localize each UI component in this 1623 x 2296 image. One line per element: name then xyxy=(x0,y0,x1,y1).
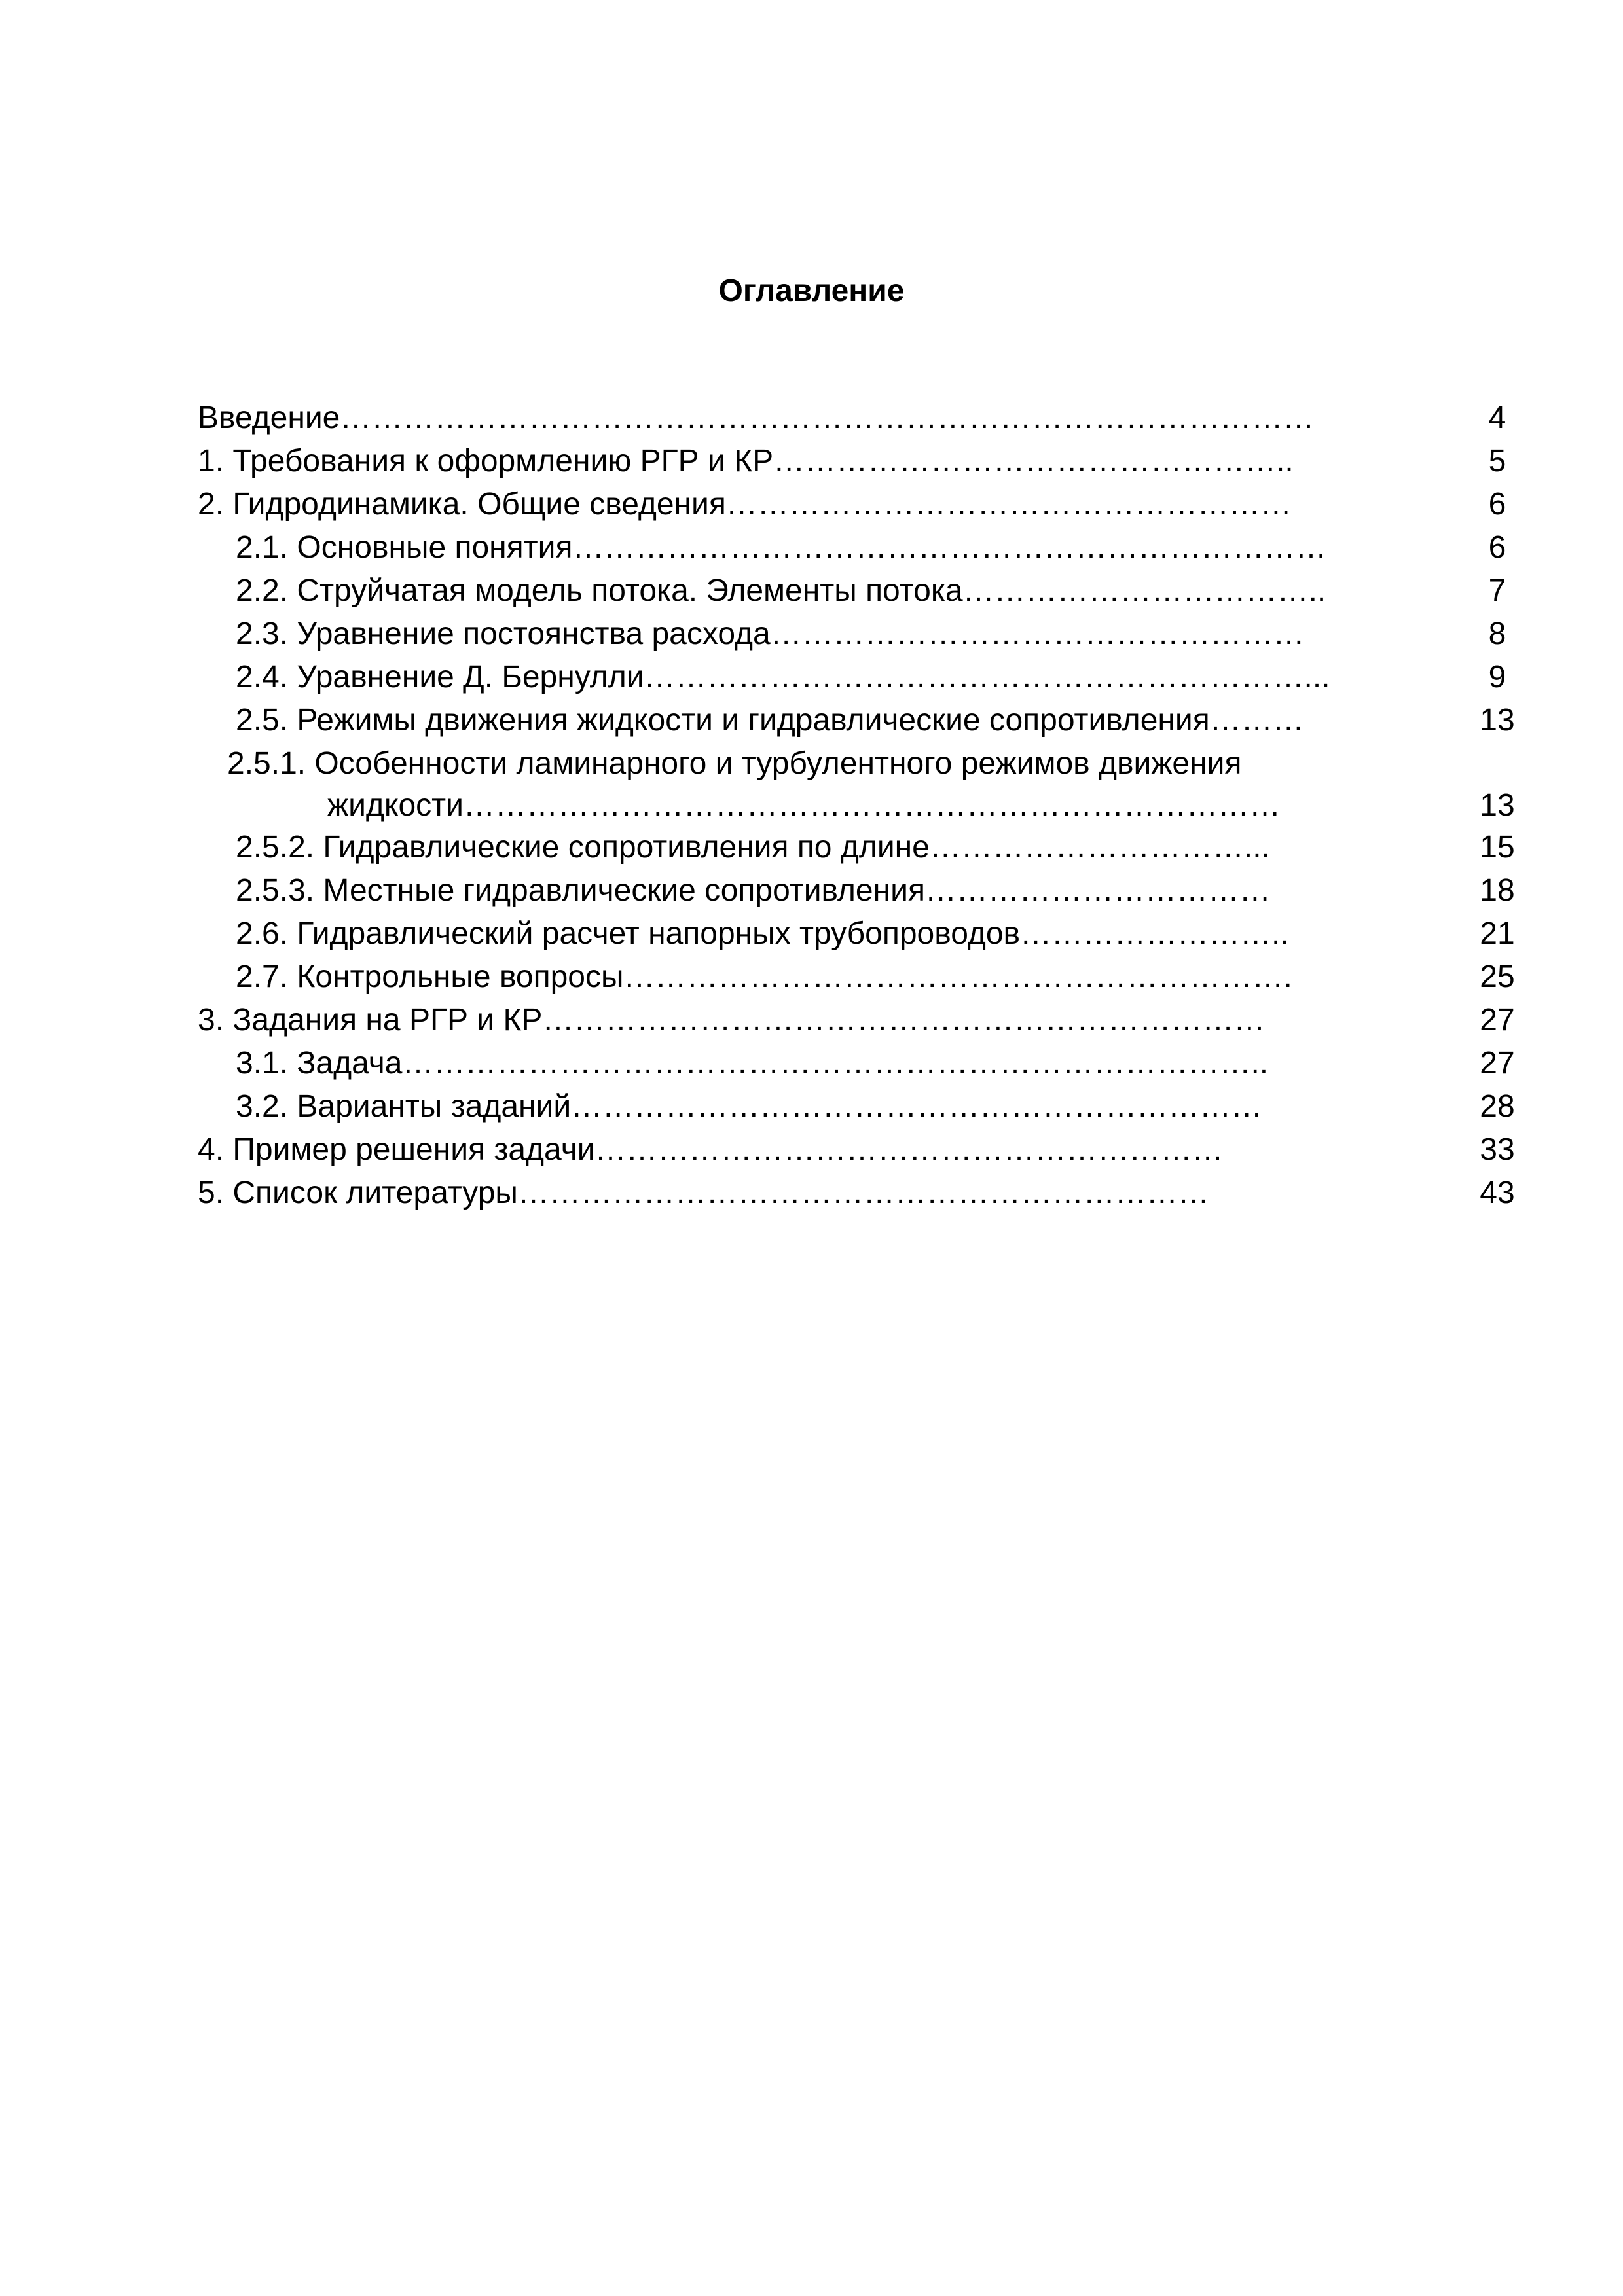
toc-page-number: 15 xyxy=(1480,830,1515,865)
toc-entry-2-2[interactable] xyxy=(198,569,1537,613)
toc-page-number: 43 xyxy=(1480,1175,1515,1210)
toc-page-number: 5 xyxy=(1488,444,1506,478)
toc-page-number: 21 xyxy=(1480,916,1515,951)
toc-page-number: 7 xyxy=(1488,573,1506,608)
toc-entry-text: 2.5.1. Особенности ламинарного и турбулентного режимов движения xyxy=(227,746,1242,781)
toc-entry-3[interactable] xyxy=(198,999,1537,1042)
toc-entry-text: 2.5. Режимы движения жидкости и гидравлические сопротивления……… xyxy=(236,703,1304,738)
toc-entry-4[interactable] xyxy=(198,1128,1537,1172)
toc-entry-text: 5. Список литературы………………………………………………………… xyxy=(198,1175,1209,1210)
toc-entry-text: 3.2. Варианты заданий………………………………………………………… xyxy=(236,1089,1263,1124)
toc-entry-text: 2.1. Основные понятия……………………………………………………………… xyxy=(236,530,1327,565)
toc-entry-text: 2.3. Уравнение постоянства расхода…………………………………………… xyxy=(236,617,1305,651)
toc-entry-introduction[interactable] xyxy=(198,397,1537,440)
toc-page-number: 27 xyxy=(1480,1046,1515,1081)
toc-entry-2-6[interactable] xyxy=(198,912,1537,956)
toc-page-number: 9 xyxy=(1488,660,1506,694)
toc-entry-3-1[interactable] xyxy=(198,1042,1537,1085)
toc-page-number: 6 xyxy=(1488,530,1506,565)
toc-entry-text: 3.1. Задача……………………………………………………………………….. xyxy=(236,1046,1269,1081)
toc-entry-2-3[interactable] xyxy=(198,613,1537,656)
toc-entry-text: 2.6. Гидравлический расчет напорных трубопроводов…………………….. xyxy=(236,916,1289,951)
table-of-contents xyxy=(198,397,1537,1215)
toc-entry-5[interactable] xyxy=(198,1172,1537,1215)
toc-entry-2-4[interactable] xyxy=(198,656,1537,699)
toc-entry-1[interactable] xyxy=(198,440,1537,483)
toc-page-number: 6 xyxy=(1488,487,1506,522)
toc-page-number: 4 xyxy=(1488,401,1506,435)
toc-page-number: 13 xyxy=(1480,788,1515,823)
toc-page-number: 8 xyxy=(1488,617,1506,651)
toc-entry-2-5-2[interactable] xyxy=(198,826,1537,869)
toc-entry-2-1[interactable] xyxy=(198,526,1537,569)
toc-entry-3-2[interactable] xyxy=(198,1085,1537,1128)
toc-entry-text: 2.7. Контрольные вопросы………………………………………………………. xyxy=(236,960,1292,994)
toc-entry-2-5-1[interactable] xyxy=(198,742,1537,784)
toc-entry-2[interactable] xyxy=(198,483,1537,526)
toc-entry-text: 2.4. Уравнение Д. Бернулли………………………………………………………... xyxy=(236,660,1330,694)
toc-entry-text: 2. Гидродинамика. Общие сведения……………………………………………… xyxy=(198,487,1292,522)
toc-entry-text: 2.5.2. Гидравлические сопротивления по длине…………………………... xyxy=(236,830,1270,865)
toc-entry-2-7[interactable] xyxy=(198,956,1537,999)
toc-entry-text: 1. Требования к оформлению РГР и КР………………………………………….. xyxy=(198,444,1294,478)
toc-entry-2-5-3[interactable] xyxy=(198,869,1537,912)
toc-entry-text: 4. Пример решения задачи…………………………………………………… xyxy=(198,1132,1224,1167)
toc-page-number: 27 xyxy=(1480,1003,1515,1037)
toc-entry-text: 2.5.3. Местные гидравлические сопротивления…………………………… xyxy=(236,873,1271,908)
toc-page-number: 33 xyxy=(1480,1132,1515,1167)
toc-page-number: 28 xyxy=(1480,1089,1515,1124)
toc-entry-2-5[interactable] xyxy=(198,699,1537,742)
toc-entry-text: жидкости…………………………………………………………………… xyxy=(327,788,1281,823)
toc-entry-text: Введение………………………………………………………………………………… xyxy=(198,401,1315,435)
toc-page-number: 18 xyxy=(1480,873,1515,908)
page-title: Оглавление xyxy=(718,274,905,308)
toc-page-number: 25 xyxy=(1480,960,1515,994)
toc-entry-2-5-1-continued[interactable] xyxy=(198,784,1537,826)
toc-entry-text: 2.2. Струйчатая модель потока. Элементы потока…………………………….. xyxy=(236,573,1326,608)
toc-page-number: 13 xyxy=(1480,703,1515,738)
toc-entry-text: 3. Задания на РГР и КР…………………………………………………………… xyxy=(198,1003,1266,1037)
